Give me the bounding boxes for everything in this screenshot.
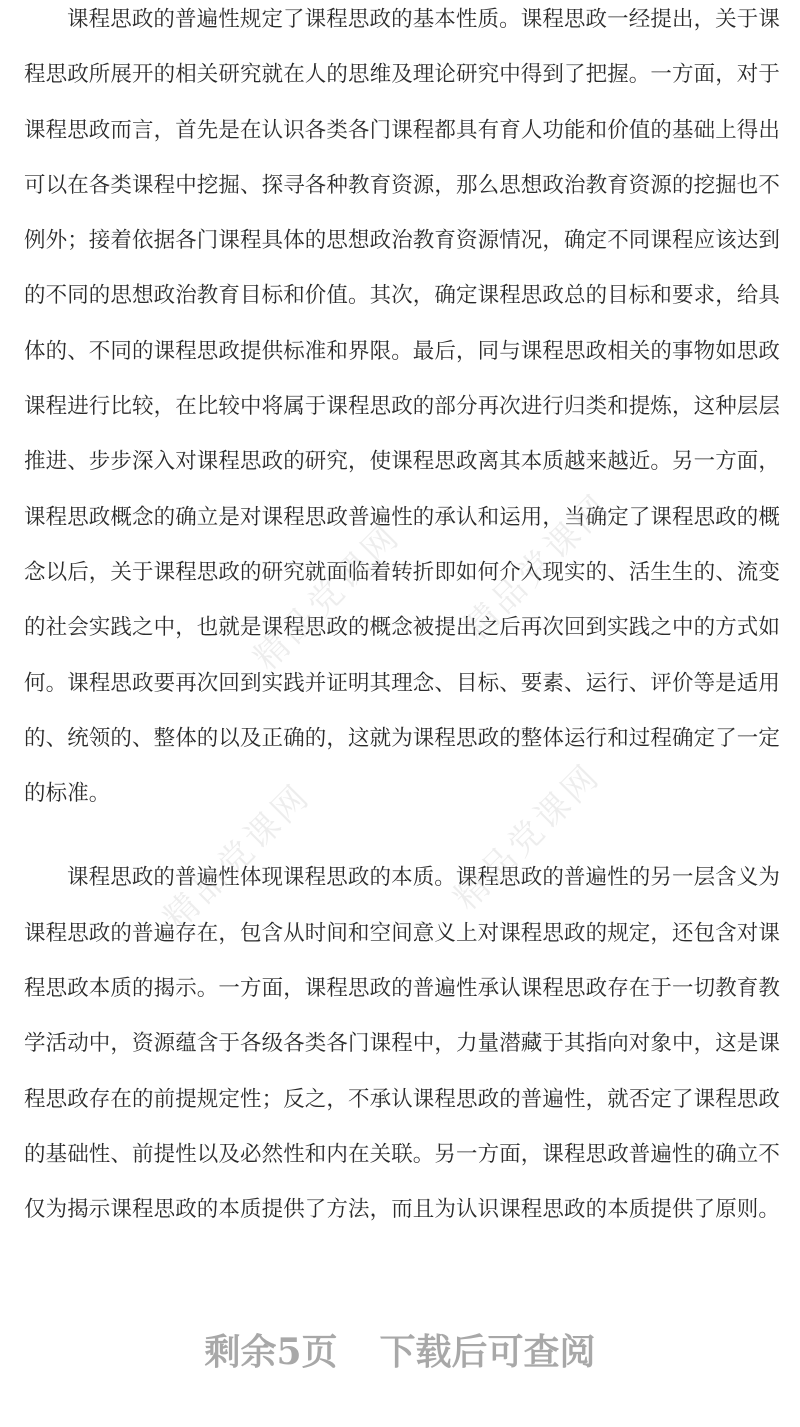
watermark: 精品党课网	[446, 755, 609, 919]
watermark: 精品党课网	[246, 515, 409, 679]
paragraph-1: 课程思政的普遍性规定了课程思政的基本性质。课程思政一经提出，关于课程思政所展开的相关研究就在人的思维及理论研究中得到了把握。一方面，对于课程思政而言，首先是在认识各类各门课程都具有育人功能和价值的基础上得出可以在各类课程中挖掘、探寻各种教育资源，那么思想政治教育资源的挖掘也不例外；接着依据各门课程具体的思想政治教育资源情况，确定不同课程应该达到的不同的思想政治教育目标和价值。其次，确定课程思政总的目标和要求，给具体的、不同的课程思政提供标准和界限。最后，同与课程思政相关的事物如思政课程进行比较，在比较中将属于课程思政的部分再次进行归类和提炼，这种层层推进、步步深入对课程思政的研究，使课程思政离其本质越来越近。另一方面，课程思政概念的确立是对课程思政普遍性的承认和运用，当确定了课程思政的概念以后，关于课程思政的研究就面临着转折即如何介入现实的、活生生的、流变的社会实践之中，也就是课程思政的概念被提出之后再次回到实践之中的方式如何。课程思政要再次回到实践并证明其理念、目标、要素、运行、评价等是适用的、统领的、整体的以及正确的，这就为课程思政的整体运行和过程确定了一定的标准。	[24, 7, 781, 807]
watermark: 精品党课网	[156, 775, 319, 939]
download-to-view-button[interactable]	[0, 1322, 800, 1382]
document-body	[24, 0, 780, 1238]
remaining-pages-label: 剩余5页	[204, 1331, 338, 1373]
watermark: 精品党课网	[456, 485, 619, 649]
paragraph-2: 课程思政的普遍性体现课程思政的本质。课程思政的普遍性的另一层含义为课程思政的普遍存在，包含从时间和空间意义上对课程思政的规定，还包含对课程思政本质的揭示。一方面，课程思政的普遍性承认课程思政存在于一切教育教学活动中，资源蕴含于各级各类各门课程中，力量潜藏于其指向对象中，这是课程思政存在的前提规定性；反之，不承认课程思政的普遍性，就否定了课程思政的基础性、前提性以及必然性和内在关联。另一方面，课程思政普遍性的确立不仅为揭示课程思政的本质提供了方法，而且为认识课程思政的本质提供了原则。	[24, 865, 781, 1223]
download-action-label: 下载后可查阅	[379, 1331, 596, 1373]
